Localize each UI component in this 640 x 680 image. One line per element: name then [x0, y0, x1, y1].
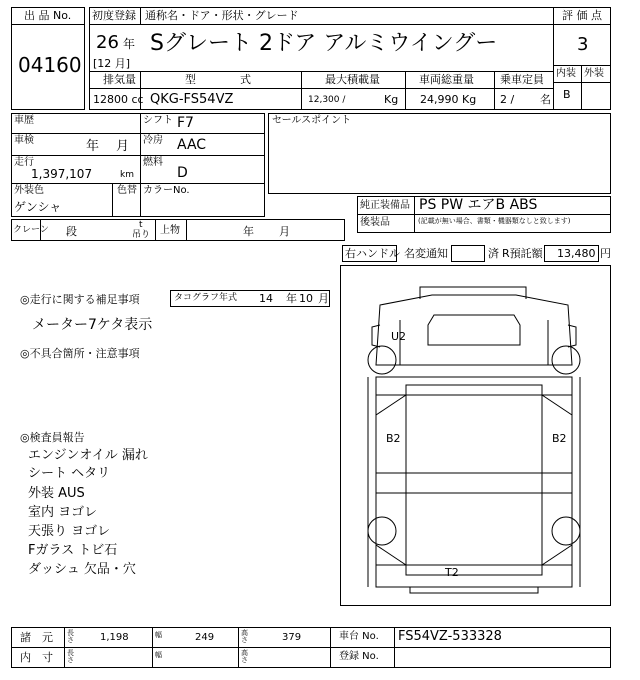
ac-value: AAC — [177, 137, 207, 153]
in-length-label: 長さ — [67, 649, 74, 664]
inspector-line: ダッシュ 欠品・穴 — [28, 562, 136, 577]
tail-bumper — [410, 587, 538, 593]
divider — [11, 155, 265, 156]
tacho-month: 10 — [299, 292, 313, 305]
recycle-label: R預託額 — [502, 247, 543, 260]
wing-edge-right — [542, 395, 572, 415]
fuel-value: D — [177, 165, 188, 181]
shift-value: F7 — [177, 115, 194, 131]
front-left-wheel — [368, 346, 396, 374]
history-label: 車歴 — [14, 115, 34, 126]
ext-color-label: 外装色 — [14, 185, 44, 196]
name-change-box — [451, 245, 485, 262]
equipment-label: 純正装備品 — [360, 200, 410, 211]
sales-point-label: セールスポイント — [272, 115, 352, 126]
specs-label-row — [89, 71, 554, 89]
wing-edge-left — [376, 395, 406, 415]
aftermarket-note: (記載が無い場合、書類・機器類なしと致します) — [418, 217, 571, 225]
in-width-label: 幅 — [155, 651, 162, 659]
exterior-score-label: 外装 — [584, 68, 604, 79]
length-label: 長さ — [67, 629, 74, 644]
upper-year: 年 — [243, 225, 254, 238]
width-label: 幅 — [155, 631, 162, 639]
shift-label: シフト — [143, 115, 173, 126]
right-hand-label: 右ハンドル — [345, 247, 400, 260]
displacement-label: 排気量 — [103, 73, 136, 86]
reg-label: 登録 No. — [339, 651, 379, 662]
max-load-label: 最大積載量 — [325, 73, 380, 86]
damage-mark: T2 — [445, 566, 459, 579]
cargo-body — [376, 377, 572, 587]
model-value: QKG-FS54VZ — [150, 92, 234, 107]
windshield — [428, 315, 520, 345]
inspection-year: 年 — [86, 139, 100, 154]
running-note: メーター7ケタ表示 — [32, 317, 153, 333]
equipment-value: PS PW エアB ABS — [419, 197, 538, 213]
divider — [494, 71, 495, 110]
divider — [64, 627, 65, 668]
divider — [112, 183, 113, 217]
inspection-month: 月 — [116, 139, 130, 154]
grade-name: Sグレート 2ドア アルミウイングー — [150, 31, 498, 56]
divider — [301, 71, 302, 110]
running-note-label: ◎走行に関する補足事項 — [20, 293, 140, 306]
mileage-value: 1,397,107 — [31, 167, 93, 181]
length-value: 1,198 — [100, 632, 129, 643]
upper-label: 上物 — [160, 225, 180, 236]
inspector-line: 天張り ヨゴレ — [28, 524, 111, 539]
truck-diagram — [340, 265, 611, 606]
rear-right-wheel — [552, 517, 580, 545]
max-load-value: 12,300 / — [308, 95, 346, 105]
capacity-value: 2 / — [500, 93, 515, 106]
inspector-line: エンジンオイル 漏れ — [28, 448, 148, 463]
crane-stage: 段 — [66, 225, 77, 238]
first-reg-year-unit: 年 — [123, 37, 136, 51]
tacho-year: 14 — [259, 292, 273, 305]
inspector-label: ◎検査員報告 — [20, 431, 85, 444]
lot-no: 04160 — [18, 53, 82, 77]
recycle-amount: 13,480 — [557, 247, 596, 260]
capacity-label: 乗車定員 — [500, 73, 544, 86]
crane-ton: t — [139, 220, 143, 230]
max-load-unit: Kg — [384, 93, 399, 106]
name-change-label: 名変通知 — [404, 247, 448, 260]
divider — [11, 133, 265, 134]
rear-left-wheel — [368, 517, 396, 545]
capacity-unit: 名 — [540, 93, 551, 106]
divider — [11, 183, 265, 184]
gross-weight-label: 車両総重量 — [419, 73, 474, 86]
dims-label: 諸 元 — [20, 631, 53, 644]
inspector-line: 室内 ヨゴレ — [28, 505, 98, 520]
upper-month: 月 — [279, 225, 290, 238]
width-value: 249 — [195, 632, 215, 643]
wing-edge-right — [542, 545, 572, 565]
recycle-unit: 円 — [600, 247, 611, 260]
tacho-month-unit: 月 — [318, 292, 329, 305]
divider — [394, 627, 395, 668]
height-value: 379 — [282, 632, 302, 643]
score-value: 3 — [577, 34, 589, 55]
inspector-line: Fガラス トビ石 — [28, 543, 118, 558]
divider — [11, 647, 611, 648]
exterior-score-box — [581, 82, 611, 110]
aftermarket-label: 後装品 — [360, 217, 390, 228]
height-label: 高さ — [241, 629, 248, 644]
ext-color-value: ゲンシャ — [14, 200, 62, 214]
tacho-label: タコグラフ年式 — [174, 293, 238, 303]
cargo-roof — [406, 385, 542, 575]
divider — [186, 219, 187, 241]
crane-hang: 吊り — [132, 230, 151, 240]
damage-mark: U2 — [391, 330, 407, 343]
first-reg-label: 初度登録 — [92, 9, 136, 22]
first-reg-month: [12 月] — [93, 57, 131, 70]
damage-mark: B2 — [552, 432, 567, 445]
interior-score: B — [563, 88, 571, 101]
divider — [155, 219, 156, 241]
inspector-line: シート ヘタリ — [28, 466, 111, 481]
displacement-value: 12800 cc — [93, 93, 144, 106]
gross-weight-value: 24,990 Kg — [420, 93, 477, 106]
mileage-label: 走行 — [14, 157, 34, 168]
mileage-unit: km — [120, 170, 134, 180]
color-code-label: カラーNo. — [143, 185, 190, 196]
chassis-label: 車台 No. — [339, 631, 379, 642]
lot-no-label: 出 品 No. — [24, 9, 72, 22]
front-right-wheel — [552, 346, 580, 374]
grade-label: 通称名・ドア・形状・グレード — [145, 9, 299, 22]
tacho-year-unit: 年 — [286, 292, 297, 305]
interior-score-label: 内装 — [556, 68, 576, 79]
score-label: 評 価 点 — [562, 9, 602, 22]
chassis-value: FS54VZ-533328 — [398, 629, 502, 644]
fuel-label: 燃料 — [143, 157, 163, 168]
recycle-prefix: 済 — [488, 247, 499, 260]
divider — [152, 627, 153, 668]
model-label: 型 式 — [185, 73, 251, 86]
ac-label: 冷房 — [143, 135, 163, 146]
first-reg-year: 26 — [96, 32, 119, 53]
divider — [330, 627, 331, 668]
crane-label: クレーン — [13, 225, 49, 235]
inspection-label: 車検 — [14, 135, 34, 146]
in-height-label: 高さ — [241, 649, 248, 664]
color-change-label: 色替 — [117, 185, 137, 196]
divider — [405, 71, 406, 110]
divider — [238, 627, 239, 668]
interior-dims-label: 内 寸 — [20, 651, 53, 664]
wing-edge-left — [376, 545, 406, 565]
inspector-line: 外装 AUS — [28, 486, 85, 501]
damage-mark: B2 — [386, 432, 401, 445]
defect-label: ◎不具合箇所・注意事項 — [20, 347, 140, 360]
cab-roof — [420, 287, 526, 299]
divider — [140, 113, 141, 217]
